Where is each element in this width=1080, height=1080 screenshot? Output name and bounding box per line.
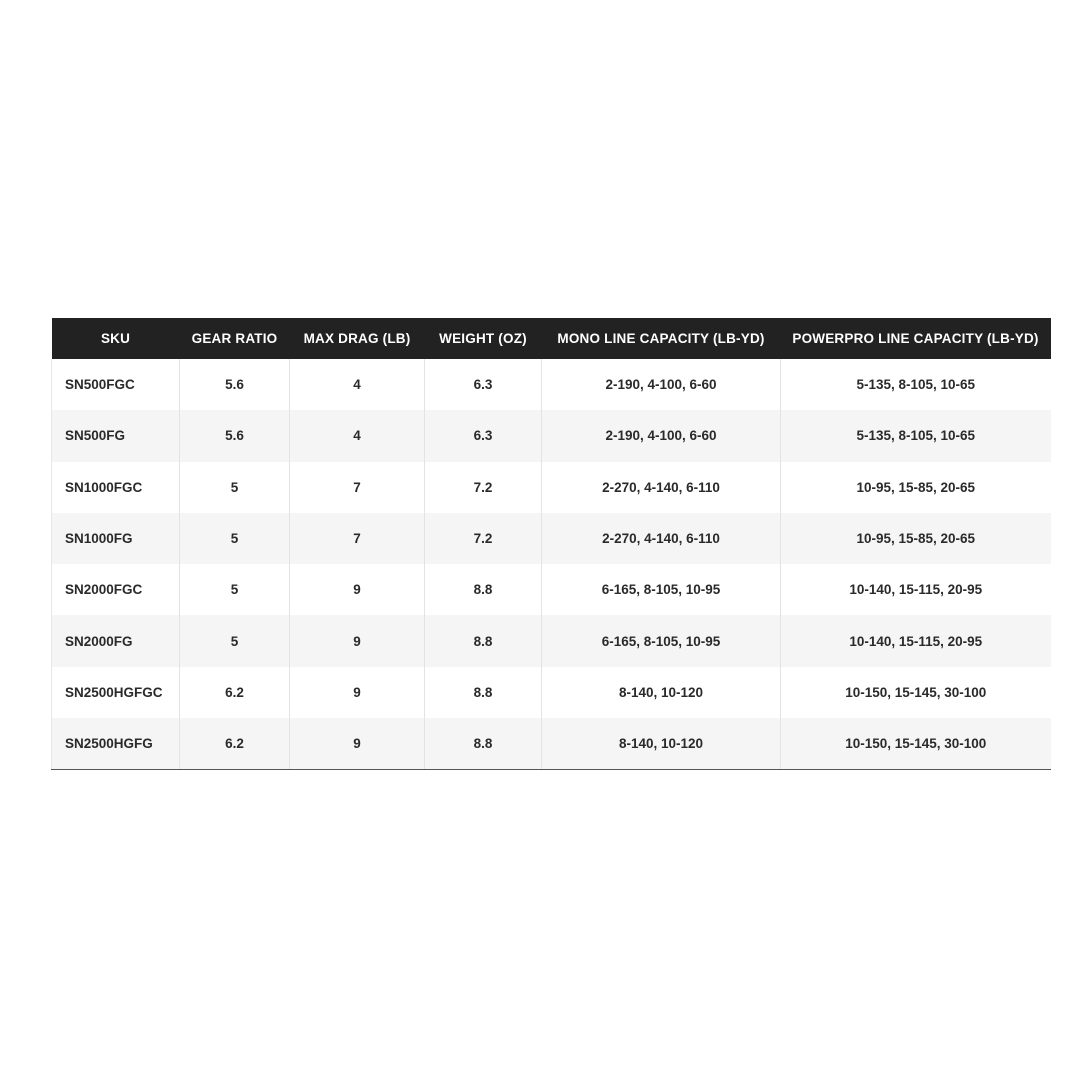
cell-max-drag: 9 [290,718,425,769]
cell-sku: SN2000FGC [52,564,180,615]
table-row [52,513,1051,564]
cell-weight: 6.3 [425,410,542,461]
cell-gear-ratio: 6.2 [180,718,290,769]
cell-gear-ratio: 5 [180,513,290,564]
cell-mono-capacity: 2-270, 4-140, 6-110 [542,462,781,513]
column-header-powerpro-capacity: POWERPRO LINE CAPACITY (LB-YD) [792,331,1039,346]
cell-weight: 8.8 [425,667,542,718]
cell-weight: 8.8 [425,718,542,769]
table-row [52,462,1051,513]
cell-gear-ratio: 6.2 [180,667,290,718]
cell-sku: SN500FGC [52,359,180,410]
cell-mono-capacity: 8-140, 10-120 [542,718,781,769]
cell-gear-ratio: 5 [180,564,290,615]
cell-gear-ratio: 5 [180,615,290,666]
table-row [52,667,1051,718]
spec-table [51,318,1051,770]
table-row [52,615,1051,666]
cell-weight: 6.3 [425,359,542,410]
cell-weight: 7.2 [425,462,542,513]
cell-gear-ratio: 5.6 [180,359,290,410]
cell-powerpro-capacity: 5-135, 8-105, 10-65 [781,359,1051,410]
table-row [52,564,1051,615]
cell-max-drag: 4 [290,410,425,461]
cell-mono-capacity: 6-165, 8-105, 10-95 [542,564,781,615]
column-header-max-drag: MAX DRAG (LB) [303,331,411,346]
table-row [52,718,1051,769]
cell-max-drag: 7 [290,513,425,564]
cell-powerpro-capacity: 10-95, 15-85, 20-65 [781,462,1051,513]
cell-sku: SN1000FG [52,513,180,564]
cell-gear-ratio: 5 [180,462,290,513]
cell-powerpro-capacity: 10-95, 15-85, 20-65 [781,513,1051,564]
cell-max-drag: 9 [290,564,425,615]
column-header-mono-capacity: MONO LINE CAPACITY (LB-YD) [557,331,765,346]
cell-powerpro-capacity: 5-135, 8-105, 10-65 [781,410,1051,461]
cell-sku: SN2500HGFGC [52,667,180,718]
cell-mono-capacity: 2-270, 4-140, 6-110 [542,513,781,564]
column-header-sku: SKU [100,331,131,346]
table-row [52,410,1051,461]
cell-weight: 8.8 [425,564,542,615]
cell-powerpro-capacity: 10-150, 15-145, 30-100 [781,667,1051,718]
cell-gear-ratio: 5.6 [180,410,290,461]
column-header-gear-ratio: GEAR RATIO [191,331,278,346]
cell-mono-capacity: 2-190, 4-100, 6-60 [542,410,781,461]
cell-powerpro-capacity: 10-140, 15-115, 20-95 [781,564,1051,615]
cell-powerpro-capacity: 10-150, 15-145, 30-100 [781,718,1051,769]
cell-powerpro-capacity: 10-140, 15-115, 20-95 [781,615,1051,666]
header-row [52,318,1051,359]
cell-max-drag: 4 [290,359,425,410]
cell-mono-capacity: 6-165, 8-105, 10-95 [542,615,781,666]
spec-table-body [52,359,1051,769]
cell-max-drag: 7 [290,462,425,513]
cell-mono-capacity: 8-140, 10-120 [542,667,781,718]
spec-table-header [52,318,1051,359]
cell-sku: SN500FG [52,410,180,461]
table-row [52,359,1051,410]
cell-weight: 7.2 [425,513,542,564]
spec-table-container [51,318,1050,770]
column-header-weight: WEIGHT (OZ) [439,331,527,346]
cell-weight: 8.8 [425,615,542,666]
cell-sku: SN1000FGC [52,462,180,513]
cell-sku: SN2500HGFG [52,718,180,769]
cell-max-drag: 9 [290,667,425,718]
cell-max-drag: 9 [290,615,425,666]
cell-sku: SN2000FG [52,615,180,666]
cell-mono-capacity: 2-190, 4-100, 6-60 [542,359,781,410]
